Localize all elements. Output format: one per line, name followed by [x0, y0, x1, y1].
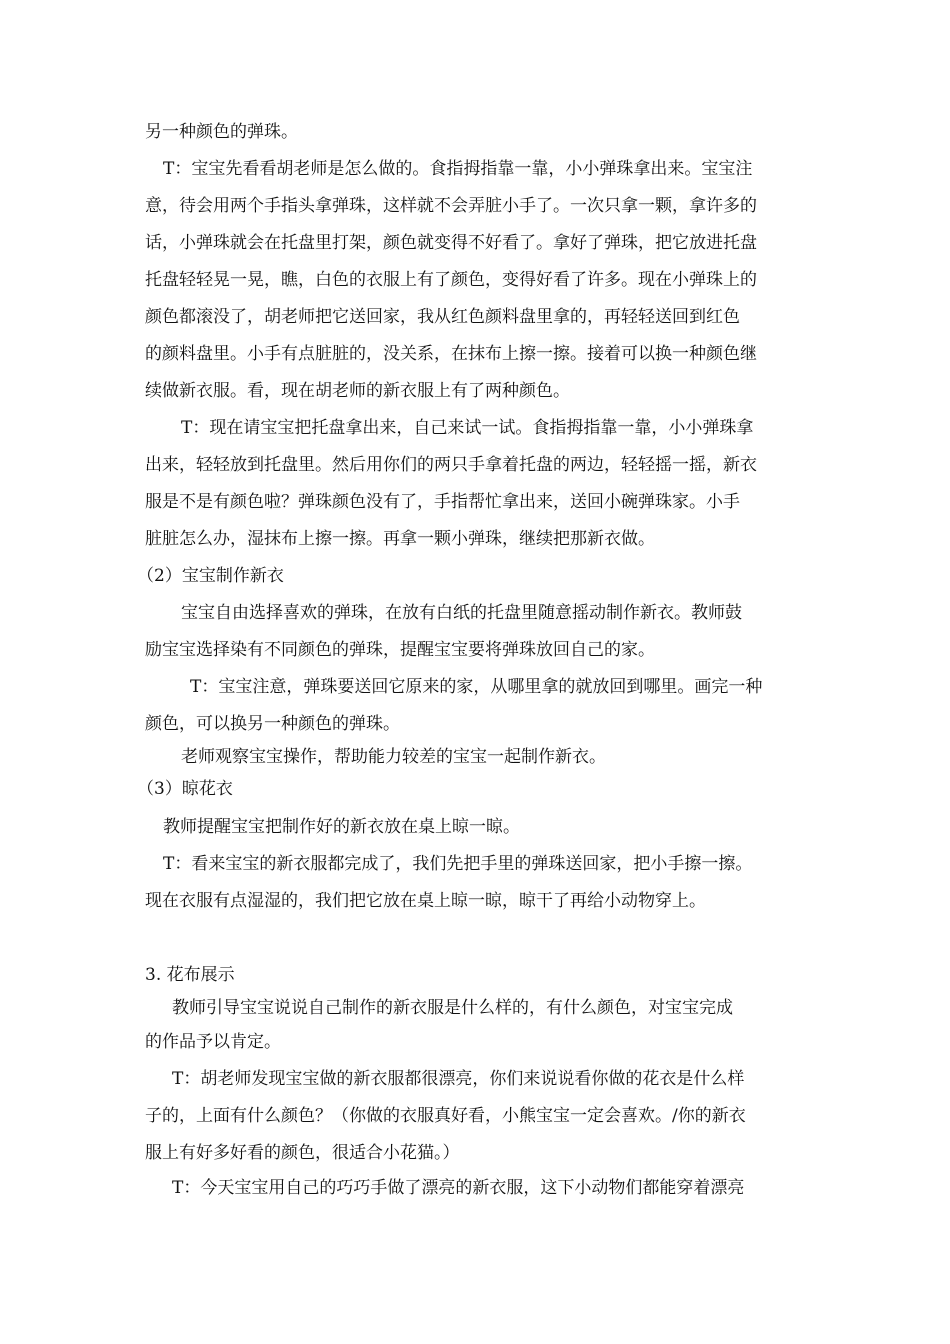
text-line: 的作品予以肯定。	[145, 1032, 281, 1052]
text-line: 意，待会用两个手指头拿弹珠，这样就不会弄脏小手了。一次只拿一颗，拿许多的	[145, 196, 757, 216]
text-line: 的颜料盘里。小手有点脏脏的，没关系，在抹布上擦一擦。接着可以换一种颜色继	[145, 344, 757, 364]
text-line: T：宝宝注意，弹珠要送回它原来的家，从哪里拿的就放回到哪里。画完一种	[190, 677, 763, 697]
section-heading: （3）晾花衣	[137, 779, 233, 799]
text-line: 出来，轻轻放到托盘里。然后用你们的两只手拿着托盘的两边，轻轻摇一摇，新衣	[145, 455, 757, 475]
text-line: T：今天宝宝用自己的巧巧手做了漂亮的新衣服，这下小动物们都能穿着漂亮	[172, 1178, 745, 1198]
text-line: 服上有好多好看的颜色，很适合小花猫。）	[145, 1143, 460, 1163]
text-line: 现在衣服有点湿湿的，我们把它放在桌上晾一晾，晾干了再给小动物穿上。	[145, 891, 706, 911]
text-line: T：宝宝先看看胡老师是怎么做的。食指拇指靠一靠，小小弹珠拿出来。宝宝注	[163, 159, 753, 179]
text-line: 续做新衣服。看，现在胡老师的新衣服上有了两种颜色。	[145, 381, 570, 401]
text-line: 另一种颜色的弹珠。	[145, 122, 298, 142]
text-line: 教师引导宝宝说说自己制作的新衣服是什么样的，有什么颜色，对宝宝完成	[172, 998, 733, 1018]
section-heading: 3. 花布展示	[145, 965, 235, 985]
text-line: 颜色，可以换另一种颜色的弹珠。	[145, 714, 400, 734]
text-line: 脏脏怎么办，湿抹布上擦一擦。再拿一颗小弹珠，继续把那新衣做。	[145, 529, 655, 549]
text-line: 子的，上面有什么颜色？（你做的衣服真好看，小熊宝宝一定会喜欢。/你的新衣	[145, 1106, 746, 1126]
text-line: 宝宝自由选择喜欢的弹珠，在放有白纸的托盘里随意摇动制作新衣。教师鼓	[181, 603, 742, 623]
text-line: 老师观察宝宝操作，帮助能力较差的宝宝一起制作新衣。	[181, 747, 606, 767]
text-line: 励宝宝选择染有不同颜色的弹珠，提醒宝宝要将弹珠放回自己的家。	[145, 640, 655, 660]
text-line: T：现在请宝宝把托盘拿出来，自己来试一试。食指拇指靠一靠，小小弹珠拿	[181, 418, 754, 438]
text-line: 教师提醒宝宝把制作好的新衣放在桌上晾一晾。	[163, 817, 520, 837]
text-line: T：看来宝宝的新衣服都完成了，我们先把手里的弹珠送回家，把小手擦一擦。	[163, 854, 753, 874]
text-line: 托盘轻轻晃一晃，瞧，白色的衣服上有了颜色，变得好看了许多。现在小弹珠上的	[145, 270, 757, 290]
text-line: T：胡老师发现宝宝做的新衣服都很漂亮，你们来说说看你做的花衣是什么样	[172, 1069, 745, 1089]
text-line: 服是不是有颜色啦？弹珠颜色没有了，手指帮忙拿出来，送回小碗弹珠家。小手	[145, 492, 740, 512]
text-line: 话，小弹珠就会在托盘里打架，颜色就变得不好看了。拿好了弹珠，把它放进托盘	[145, 233, 757, 253]
section-heading: （2）宝宝制作新衣	[137, 566, 284, 586]
text-line: 颜色都滚没了，胡老师把它送回家，我从红色颜料盘里拿的，再轻轻送回到红色	[145, 307, 740, 327]
